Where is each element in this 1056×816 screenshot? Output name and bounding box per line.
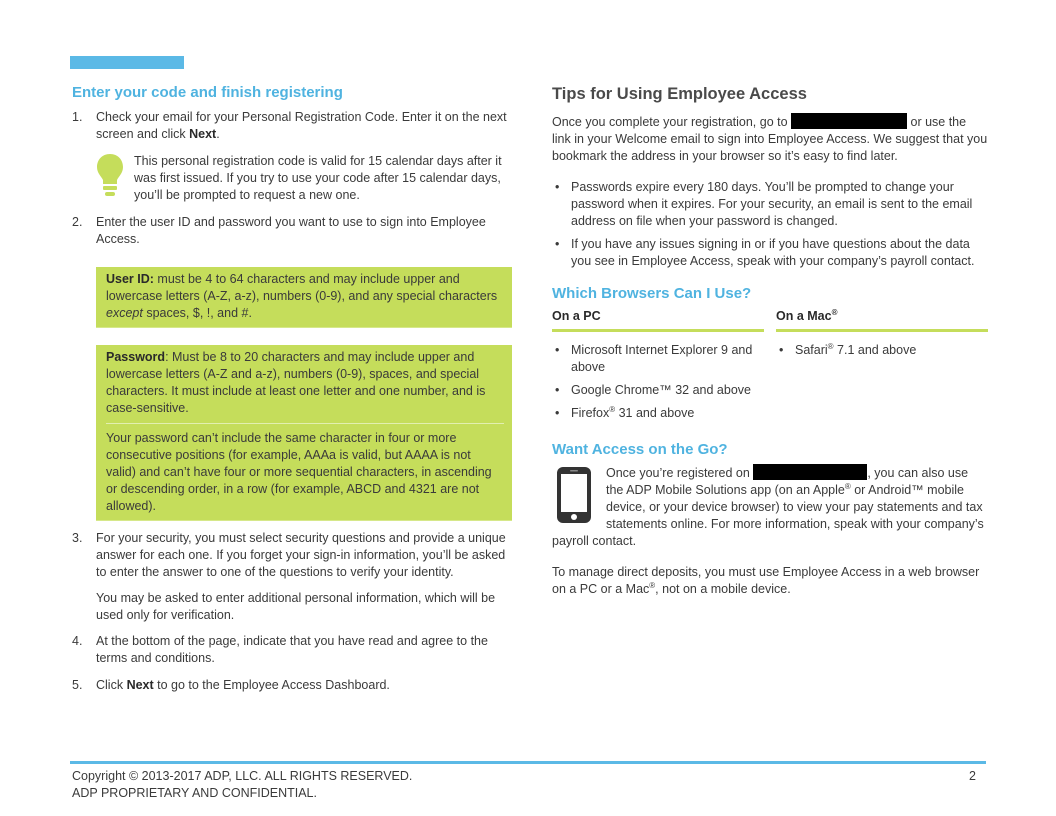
password-sequence-text: Your password can’t include the same character in four or more consecutive positions (for example, AAAa is valid, but AAAA is not valid) and can’t have four or more sequential characters, in ascending or descending order, in a row (for example, ABCD and 4321 are not allowed).	[106, 431, 492, 513]
smartphone-icon	[556, 466, 592, 524]
confidential-notice: ADP PROPRIETARY AND CONFIDENTIAL.	[72, 786, 317, 800]
userid-text: User ID: must be 4 to 64 characters and may include upper and lowercase letters (A-Z, a-z), numbers (0-9), and any special characters except spaces, $, !, and #.	[106, 272, 498, 320]
userid-requirements-box	[96, 267, 512, 328]
tips-intro: Once you complete your registration, go to or use the link in your Welcome email to sign into Employee Access. We suggest that you bookmark the address in your browser so it’s easy to find later.	[552, 115, 988, 163]
mac-header: On a Mac®	[776, 308, 988, 332]
password-rules-text: Password: Must be 8 to 20 characters and may include upper and lowercase letters (A-Z and a-z), numbers (0-9), spaces, and special characters. It must include at least one letter and one number, and is case-sensitive.	[106, 350, 486, 415]
right-column	[552, 83, 988, 598]
copyright: Copyright © 2013-2017 ADP, LLC. ALL RIGHTS RESERVED.	[72, 769, 413, 783]
mobile-section	[552, 464, 988, 550]
step-2	[72, 214, 512, 248]
tips-heading: Tips for Using Employee Access	[552, 85, 807, 103]
redacted-url	[753, 464, 867, 480]
step-text: Enter the user ID and password you want to use to sign into Employee Access.	[96, 215, 486, 246]
step-text: Check your email for your Personal Registration Code. Enter it on the next screen and click Next.	[96, 110, 507, 141]
pc-column	[552, 308, 764, 428]
step-text: For your security, you must select security questions and provide a unique answer for each one. If you forget your sign-in information, you’ll be asked to enter the answer to one of the questions to verify your identity.	[96, 531, 506, 579]
step-number: 2.	[72, 215, 83, 229]
pc-browser-list	[552, 342, 764, 422]
step-text: At the bottom of the page, indicate that you have read and agree to the terms and conditions.	[96, 634, 488, 665]
deposit-note: To manage direct deposits, you must use Employee Access in a web browser on a PC or a Mac®, not on a mobile device.	[552, 565, 980, 596]
redacted-url	[791, 113, 907, 129]
mobile-heading: Want Access on the Go?	[552, 441, 728, 458]
step-4	[72, 633, 512, 667]
list-item: • If you have any issues signing in or if you have questions about the data you see in Employee Access, speak with your company’s payroll contact.	[552, 236, 988, 270]
step-number: 5.	[72, 678, 83, 692]
footer	[72, 768, 976, 802]
browser-table	[552, 308, 988, 428]
step-5	[72, 677, 512, 694]
browsers-heading: Which Browsers Can I Use?	[552, 285, 752, 302]
pc-header: On a PC	[552, 308, 764, 332]
step-note: You may be asked to enter additional personal information, which will be used only for verification.	[96, 591, 496, 622]
lightbulb-icon	[96, 153, 124, 197]
mobile-text: Once you’re registered on , you can also use the ADP Mobile Solutions app (on an Apple® or Android™ mobile device, or your device browser) to view your pay statements and tax statements online. For more information, speak with your company’s payroll contact.	[552, 466, 984, 548]
list-item: • Safari® 7.1 and above	[776, 342, 988, 359]
list-item: • Microsoft Internet Explorer 9 and above	[552, 342, 764, 376]
password-requirements-box	[96, 345, 512, 521]
left-column	[72, 83, 512, 694]
list-item: • Firefox® 31 and above	[552, 405, 764, 422]
mac-browser-list	[776, 342, 988, 359]
step-1	[72, 109, 512, 143]
step-number: 3.	[72, 531, 83, 545]
tip-callout	[72, 153, 512, 204]
left-heading: Enter your code and finish registering	[72, 84, 343, 101]
page-number: 2	[969, 769, 976, 783]
footer-divider	[70, 761, 986, 764]
step-number: 1.	[72, 110, 83, 124]
tips-list	[552, 179, 988, 270]
step-number: 4.	[72, 634, 83, 648]
tip-text: This personal registration code is valid for 15 calendar days after it was first issued. If you try to use your code after 15 calendar days, you’ll be prompted to request a new one.	[134, 154, 502, 202]
header-accent-bar	[70, 56, 184, 69]
list-item: • Google Chrome™ 32 and above	[552, 382, 764, 399]
mac-column	[776, 308, 988, 428]
list-item: • Passwords expire every 180 days. You’ll be prompted to change your password when it expires. For your security, an email is sent to the email address on file when your password is changed.	[552, 179, 988, 230]
step-text: Click Next to go to the Employee Access Dashboard.	[96, 678, 390, 692]
step-3	[72, 530, 512, 624]
